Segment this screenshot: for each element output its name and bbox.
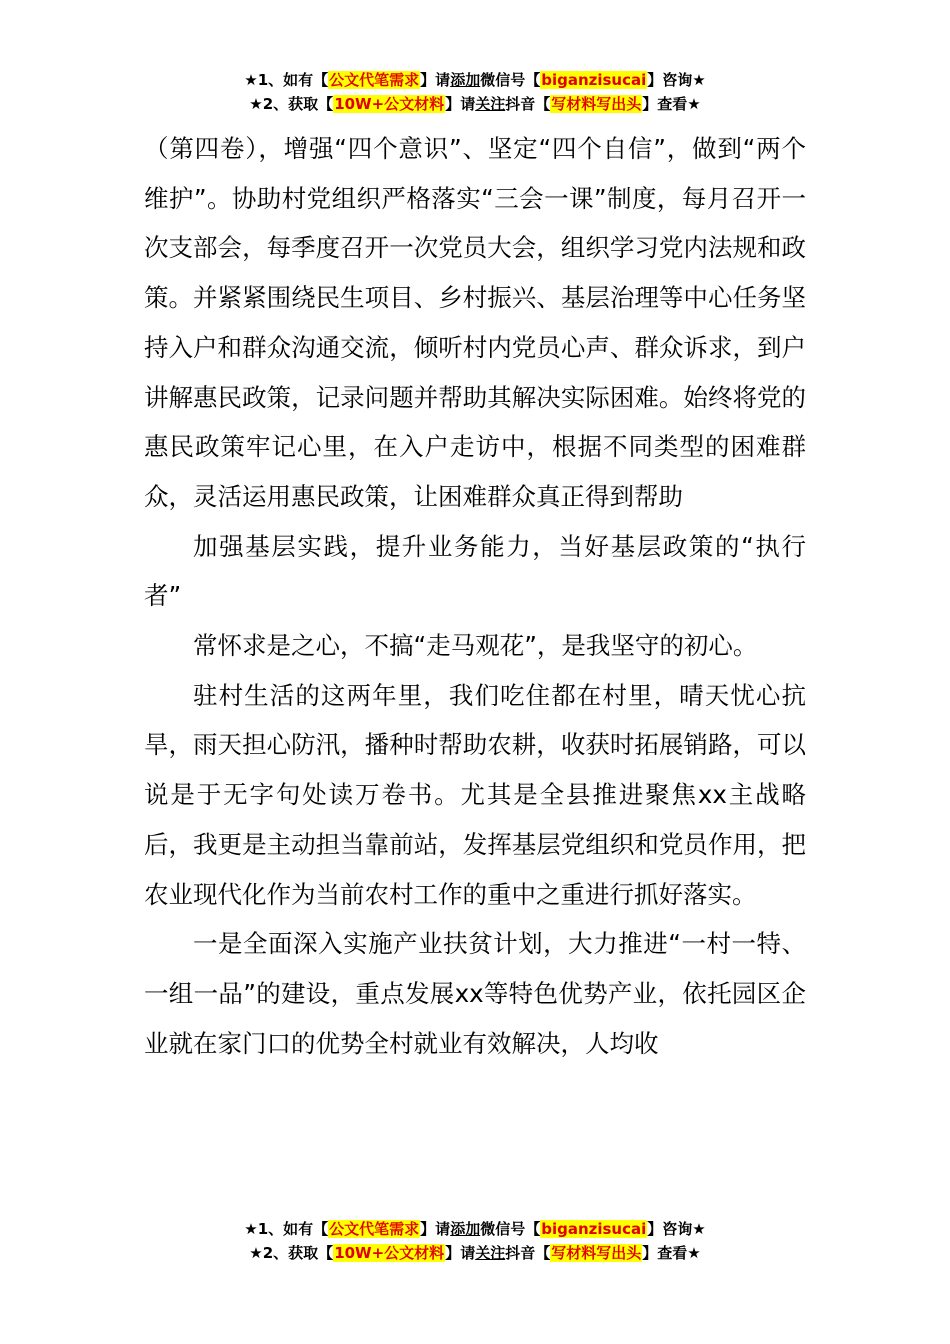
banner-text: 】咨询★ (647, 71, 706, 89)
add-underline: 添加 (450, 1220, 481, 1238)
banner-line-1 (0, 68, 950, 92)
banner-text: 微信号【 (480, 71, 541, 89)
banner-text: 抖音【 (505, 95, 551, 113)
banner-text: 抖音【 (505, 1244, 551, 1262)
banner-line-1 (0, 1217, 950, 1241)
banner-line-2 (0, 92, 950, 116)
banner-text: ★1、如有【 (244, 1220, 329, 1238)
banner-text: 】请 (445, 95, 476, 113)
paragraph-3: 常怀求是之心，不搞“走马观花”，是我坚守的初心。 (193, 631, 758, 661)
paragraph-2: 加强基层实践，提升业务能力，当好基层政策的“执行者” (144, 531, 806, 611)
header-banner (0, 68, 950, 116)
material-highlight: 10W+公文材料 (334, 1244, 445, 1262)
paragraph-1: （第四卷），增强“四个意识”、坚定“四个自信”，做到“两个维护”。协助村党组织严格落实“三会一课”制度，每月召开一次支部会，每季度召开一次党员大会，组织学习党内法规和政策。并紧紧围绕民生项目、乡村振兴、基层治理等中心任务坚持入户和群众沟通交流，倾听村内党员心声、群众诉求，到户讲解惠民政策，记录问题并帮助其解决实际困难。始终将党的惠民政策牢记心里，在入户走访中，根据不同类型的困难群众，灵活运用惠民政策，让困难群众真正得到帮助 (144, 134, 806, 511)
banner-text: 】查看★ (642, 95, 701, 113)
banner-line-2 (0, 1241, 950, 1265)
paragraph-4: 驻村生活的这两年里，我们吃住都在村里，晴天忧心抗旱，雨天担心防汛，播种时帮助农耕，收获时拓展销路，可以说是于无字句处读万卷书。尤其是全县推进聚焦xx主战略后，我更是主动担当靠前站，发挥基层党组织和党员作用，把农业现代化作为当前农村工作的重中之重进行抓好落实。 (144, 680, 806, 909)
wechat-id-highlight: biganzisucai (541, 1220, 647, 1238)
document-body (144, 124, 806, 1068)
douyin-highlight: 写材料写出头 (551, 95, 642, 113)
banner-text: 微信号【 (480, 1220, 541, 1238)
add-underline: 添加 (450, 71, 481, 89)
banner-text: 】请 (420, 1220, 451, 1238)
follow-underline: 关注 (475, 1244, 506, 1262)
banner-text: 】请 (445, 1244, 476, 1262)
footer-banner (0, 1217, 950, 1265)
banner-text: 】请 (420, 71, 451, 89)
service-highlight: 公文代笔需求 (329, 1220, 420, 1238)
banner-text: ★2、获取【 (249, 1244, 334, 1262)
banner-text: 】咨询★ (647, 1220, 706, 1238)
follow-underline: 关注 (475, 95, 506, 113)
banner-text: ★2、获取【 (249, 95, 334, 113)
material-highlight: 10W+公文材料 (334, 95, 445, 113)
wechat-id-highlight: biganzisucai (541, 71, 647, 89)
banner-text: 】查看★ (642, 1244, 701, 1262)
douyin-highlight: 写材料写出头 (551, 1244, 642, 1262)
paragraph-5: 一是全面深入实施产业扶贫计划，大力推进“一村一特、一组一品”的建设，重点发展xx等特色优势产业，依托园区企业就在家门口的优势全村就业有效解决，人均收 (144, 929, 806, 1058)
banner-text: ★1、如有【 (244, 71, 329, 89)
service-highlight: 公文代笔需求 (329, 71, 420, 89)
